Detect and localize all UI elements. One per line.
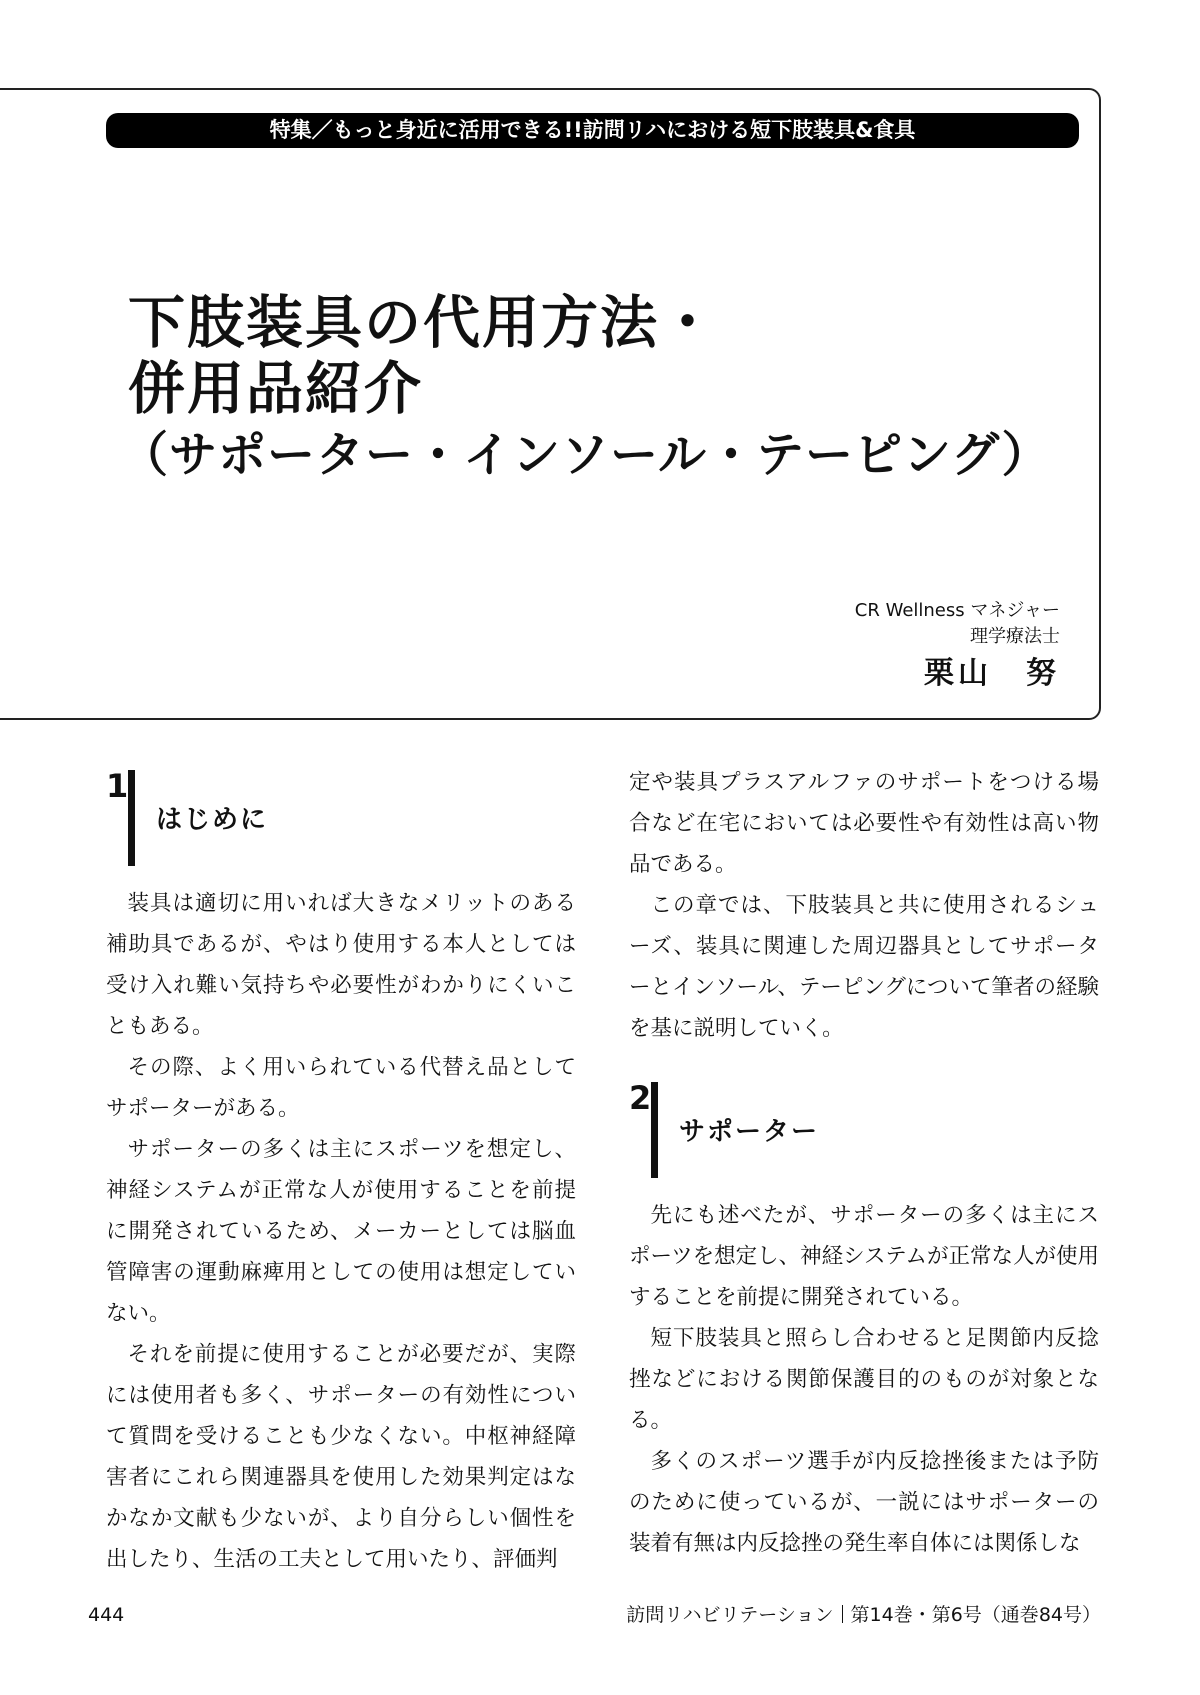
left-column [106,883,576,1580]
page-number: 444 [88,1604,125,1626]
paragraph: サポーターの多くは主にスポーツを想定し、神経システムが正常な人が使用することを前提に開発されているため、メーカーとしては脳血管障害の運動麻痺用としての使用は想定していない。 [106,1137,576,1326]
right-column-bottom [629,1195,1099,1564]
article-title [120,290,1051,488]
paragraph: それを前提に使用することが必要だが、実際には使用者も多く、サポーターの有効性について質問を受けることも少なくない。中枢神経障害者にこれら関連器具を使用した効果判定はなかなか文献も少ないが、より自分らしい個性を出したり、生活の工夫として用いたり、評価判 [106,1342,576,1572]
paragraph: 多くのスポーツ選手が内反捻挫後または予防のために使っているが、一説にはサポーターの装着有無は内反捻挫の発生率自体には関係しな [629,1449,1099,1556]
title-line-2: 併用品紹介 [128,356,423,422]
author-name: 栗山 努 [924,656,1060,691]
section-title: はじめに [156,805,269,835]
paragraph: この章では、下肢装具と共に使用されるシューズ、装具に関連した周辺器具としてサポーターとインソール、テーピングについて筆者の経験を基に説明していく。 [629,893,1099,1041]
author-organization: CR Wellness マネジャー [854,600,1060,621]
section-rule [128,770,135,866]
paragraph: 先にも述べたが、サポーターの多くは主にスポーツを想定し、神経システムが正常な人が使用することを前提に開発されている。 [629,1203,1099,1310]
series-banner: 特集／もっと身近に活用できる!!訪問リハにおける短下肢装具&食具 [106,113,1079,148]
section-number: 2 [629,1079,652,1117]
section-rule [651,1082,658,1178]
title-subtitle: （サポーター・インソール・テーピング） [120,427,1051,483]
footer-divider [842,1605,843,1623]
author-block [855,598,1060,696]
journal-issue: 第14巻・第6号（通巻84号） [850,1604,1101,1626]
journal-footer [626,1603,1101,1627]
paragraph-continuation: 定や装具プラスアルファのサポートをつける場合など在宅においては必要性や有効性は高い物品である。 [629,770,1099,877]
paragraph: その際、よく用いられている代替え品としてサポーターがある。 [106,1055,576,1121]
section-number: 1 [106,767,129,805]
paragraph: 装具は適切に用いれば大きなメリットのある補助具であるが、やはり使用する本人としては受け入れ難い気持ちや必要性がわかりにくいこともある。 [106,891,576,1039]
section-title: サポーター [679,1117,820,1147]
right-column-top [629,762,1099,1049]
author-role: 理学療法士 [970,626,1060,647]
journal-name: 訪問リハビリテーション [626,1604,834,1626]
title-line-1: 下肢装具の代用方法・ [128,290,718,356]
paragraph: 短下肢装具と照らし合わせると足関節内反捻挫などにおける関節保護目的のものが対象となる。 [629,1326,1099,1433]
